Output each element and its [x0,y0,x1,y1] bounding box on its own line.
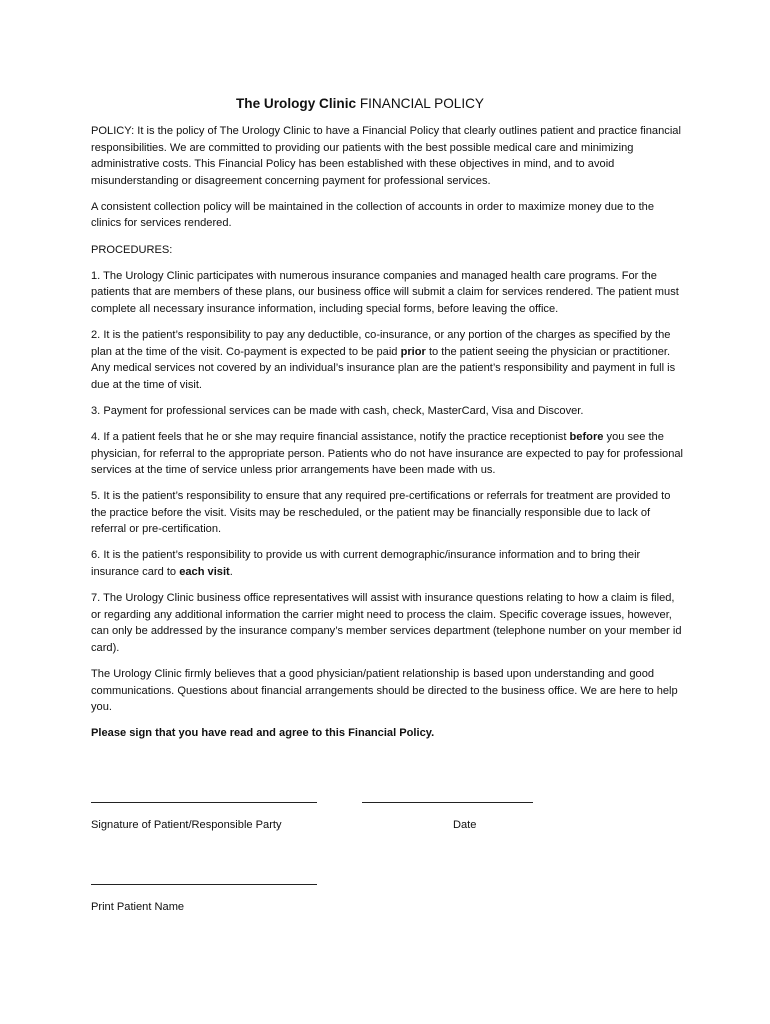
print-name-label: Print Patient Name [91,901,185,913]
signature-label: Signature of Patient/Responsible Party [91,819,282,831]
procedure-item-6-emphasis: each visit [179,566,230,579]
procedure-item-1: 1. The Urology Clinic participates with numerous insurance companies and managed health care programs. For the patients that are members of these plans, our business office will submit a claim for services rendered. The patient must complete all necessary insurance information, including special forms, before leaving the office. [91,269,679,315]
sign-instruction-text: Please sign that you have read and agree to this Financial Policy. [91,727,435,740]
procedures-heading: PROCEDURES: [91,243,173,256]
sign-instruction [91,725,687,742]
signature-line[interactable] [91,802,317,803]
title-clinic-name: The Urology Clinic [235,96,357,111]
procedure-item-2-emphasis: prior [400,345,426,358]
procedure-item-2-text-a: 2. It is the patient’s responsibility to pay any deductible, co-insurance, or any portion of the charges as specified by the plan at the time of the visit. Co-payment is expected to be paid [91,328,671,358]
title-policy-name: FINANCIAL POLICY [356,96,484,111]
policy-paragraph: POLICY: It is the policy of The Urology Clinic to have a Financial Policy that clearly outlines patient and practice financial responsibilities. We are committed to providing our patients with the best possible medical care and minimizing administrative costs. This Financial Policy has been established with these objectives in mind, and to avoid misunderstanding or disagreement concerning payment for professional services. [91,125,681,187]
procedure-item-7: 7. The Urology Clinic business office representatives will assist with insurance questions relating to how a claim is filed, or regarding any additional information the carrier might need to process the claim. Specific coverage issues, however, can only be addressed by the insurance company’s member services department (telephone number on your member id card). [91,592,682,654]
procedure-item-4-text-b: you see the physician, for referral to the appropriate person. Patients who do not have insurance are expected to pay for professional services at the time of service unless prior arrangements have been made with us. [91,430,684,477]
procedure-item-6-text-b: . [229,566,233,579]
date-label: Date [453,819,477,831]
procedure-item-5: 5. It is the patient’s responsibility to ensure that any required pre-certifications or referrals for treatment are provided to the practice before the visit. Visits may be rescheduled, or the patient may be financially responsible due to lack of referral or pre-certification. [91,490,671,536]
policy-body [91,123,687,751]
procedure-item-4-text-a: 4. If a patient feels that he or she may require financial assistance, notify the practice receptionist [91,430,570,443]
procedure-item-4 [91,429,687,479]
document-title [0,95,720,113]
print-name-line[interactable] [91,884,317,885]
procedure-item-2 [91,327,687,393]
procedure-item-4-emphasis: before [569,430,604,443]
procedure-item-2-text-b: to the patient seeing the physician or practitioner. Any medical services not covered by an individual’s insurance plan are the patient’s responsibility and payment in full is due at the time of visit. [91,345,676,391]
procedure-item-6 [91,547,687,580]
date-line[interactable] [362,802,533,803]
procedure-item-3: 3. Payment for professional services can be made with cash, check, MasterCard, Visa and Discover. [91,404,584,417]
closing-paragraph: The Urology Clinic firmly believes that a good physician/patient relationship is based upon understanding and good communications. Questions about financial arrangements should be directed to the business office. We are here to help you. [91,668,678,714]
procedure-item-6-text-a: 6. It is the patient’s responsibility to provide us with current demographic/insurance information and to bring their insurance card to [91,549,641,579]
collection-paragraph: A consistent collection policy will be maintained in the collection of accounts in order to maximize money due to the clinics for services rendered. [91,200,654,230]
